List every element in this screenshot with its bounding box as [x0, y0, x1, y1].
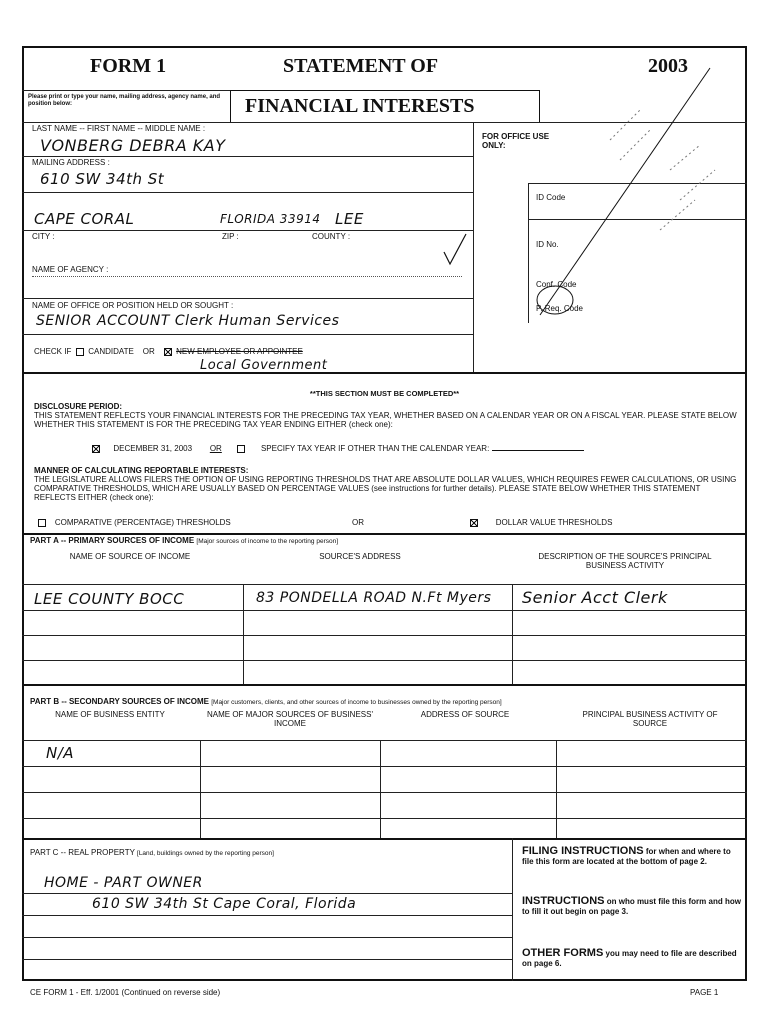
part-c-row2[interactable]: 610 SW 34th St Cape Coral, Florida — [92, 896, 357, 912]
zip-field[interactable]: FLORIDA 33914 — [220, 212, 321, 226]
disclosure-period-text: THIS STATEMENT REFLECTS YOUR FINANCIAL INTERESTS FOR THE PRECEDING TAX YEAR, WHETHER BASED ON A CALENDAR YEAR OR ON A FISCAL YEAR. PLEASE STATE BELOW WHETHER THIS STATEMENT IS FOR THE PRECEDING TAX YEAR ENDING EITHER (check one): — [34, 411, 737, 429]
mailing-address-field[interactable]: 610 SW 34th St — [40, 170, 165, 188]
county-label: COUNTY : — [312, 232, 351, 241]
handwritten-note: Local Government — [200, 358, 328, 373]
id-no-label: ID No. — [536, 240, 559, 249]
dollar-label: DOLLAR VALUE THRESHOLDS — [495, 518, 613, 527]
print-instructions: Please print or type your name, mailing address, agency name, and position below: — [28, 94, 221, 107]
mailing-address-label: MAILING ADDRESS : — [32, 158, 110, 167]
part-c-row1[interactable]: HOME - PART OWNER — [44, 875, 203, 891]
candidate-label: CANDIDATE — [88, 347, 134, 356]
office-use-label: FOR OFFICE USE ONLY: — [482, 132, 550, 150]
city-field[interactable]: CAPE CORAL — [34, 210, 135, 228]
county-field[interactable]: LEE — [335, 210, 364, 228]
filing-instructions — [522, 846, 742, 867]
comparative-label: COMPARATIVE (PERCENTAGE) THRESHOLDS — [54, 518, 231, 527]
candidate-checkbox[interactable] — [76, 348, 84, 356]
part-b-subtitle: [Major customers, clients, and other sources of income to businesses owned by the reporting person] — [211, 699, 502, 706]
instructions-text: on who must file this form and how to fill it out begin on page 3. — [522, 897, 741, 916]
agency-field[interactable] — [32, 276, 462, 277]
id-code-label: ID Code — [536, 193, 566, 202]
new-employee-checkbox[interactable] — [164, 348, 172, 356]
conf-code-label: Conf. Code — [536, 280, 577, 289]
disclosure-period-heading: DISCLOSURE PERIOD: — [34, 402, 123, 411]
or-label: OR — [142, 347, 155, 356]
part-a-col1: NAME OF SOURCE OF INCOME — [69, 552, 191, 561]
manner-heading: MANNER OF CALCULATING REPORTABLE INTERESTS: — [34, 466, 249, 475]
office-field[interactable]: SENIOR ACCOUNT Clerk Human Services — [36, 313, 340, 329]
check-mark-icon — [440, 230, 470, 270]
part-b-col4: PRINCIPAL BUSINESS ACTIVITY OF SOURCE — [582, 710, 718, 728]
agency-label: NAME OF AGENCY : — [32, 265, 109, 274]
received-stamp — [470, 50, 750, 340]
check-if-label: CHECK IF — [34, 347, 72, 356]
dollar-option — [470, 518, 612, 527]
part-a-row1-address[interactable]: 83 PONDELLA ROAD N.Ft Myers — [256, 590, 492, 606]
part-b-col1: NAME OF BUSINESS ENTITY — [55, 710, 165, 719]
part-b-row1-name[interactable]: N/A — [46, 744, 75, 762]
filing-heading: FILING INSTRUCTIONS — [522, 845, 644, 857]
specify-label: SPECIFY TAX YEAR IF OTHER THAN THE CALENDAR YEAR: — [260, 444, 490, 453]
december-checkbox[interactable] — [92, 445, 100, 453]
office-label: NAME OF OFFICE OR POSITION HELD OR SOUGHT : — [32, 301, 234, 310]
form-year: 2003 — [648, 55, 688, 77]
other-forms-block — [522, 948, 742, 969]
part-b-header — [30, 697, 502, 706]
or-label-2: OR — [352, 518, 364, 527]
check-if-row — [34, 347, 303, 356]
part-a-col2: SOURCE'S ADDRESS — [319, 552, 401, 561]
comparative-checkbox[interactable] — [38, 519, 46, 527]
instructions-heading: INSTRUCTIONS — [522, 895, 605, 907]
must-complete-notice: **THIS SECTION MUST BE COMPLETED** — [309, 389, 460, 398]
part-c-subtitle: [Land, buildings owned by the reporting person] — [137, 850, 274, 857]
statement-title-line2: FINANCIAL INTERESTS — [245, 95, 475, 117]
footer-form-id: CE FORM 1 - Eff. 1/2001 (Continued on reverse side) — [30, 988, 221, 997]
manner-text: THE LEGISLATURE ALLOWS FILERS THE OPTION OF USING REPORTING THRESHOLDS THAT ARE ABSOLUTE DOLLAR VALUES, WHICH REQUIRES FEWER CALCULATIONS, OR USING COMPARATIVE THRESHOLDS, WHICH ARE USUALLY BASED ON PERCENTAGE VALUES (see instructions for further details). PLEASE STATE BELOW WHETHER THIS STATEMENT REFLECTS EITHER (check one): — [34, 475, 737, 502]
part-a-row1-name[interactable]: LEE COUNTY BOCC — [34, 590, 185, 608]
part-a-header — [30, 536, 338, 545]
name-field[interactable]: VONBERG DEBRA KAY — [40, 136, 226, 155]
part-c-title: PART C -- REAL PROPERTY — [30, 848, 135, 857]
part-b-title: PART B -- SECONDARY SOURCES OF INCOME — [30, 697, 209, 706]
part-b-col2: NAME OF MAJOR SOURCES OF BUSINESS' INCOME — [207, 710, 373, 728]
part-b-col3: ADDRESS OF SOURCE — [420, 710, 510, 719]
part-a-title: PART A -- PRIMARY SOURCES OF INCOME — [30, 536, 195, 545]
name-label: LAST NAME -- FIRST NAME -- MIDDLE NAME : — [32, 124, 206, 133]
form-title: FORM 1 — [90, 55, 167, 77]
part-a-col3: DESCRIPTION OF THE SOURCE'S PRINCIPAL BUSINESS ACTIVITY — [538, 552, 712, 570]
statement-title-line1: STATEMENT OF — [283, 55, 439, 77]
other-forms-heading: OTHER FORMS — [522, 947, 604, 959]
footer-page-number: PAGE 1 — [690, 988, 719, 997]
other-forms-text: you may need to file are described on page 6. — [522, 949, 737, 968]
specify-field[interactable] — [492, 450, 584, 451]
filing-text: for when and where to file this form are located at the bottom of page 2. — [522, 847, 731, 866]
instructions-block — [522, 896, 742, 917]
p-req-code-label: P. Req. Code — [536, 304, 583, 313]
part-a-row1-desc[interactable]: Senior Acct Clerk — [522, 588, 668, 607]
or-label-1: OR — [209, 444, 222, 453]
new-employee-label: NEW EMPLOYEE OR APPOINTEE — [176, 347, 303, 356]
december-label: DECEMBER 31, 2003 — [113, 444, 193, 453]
part-a-subtitle: [Major sources of income to the reporting person] — [196, 538, 339, 545]
dollar-checkbox[interactable] — [470, 519, 478, 527]
city-label: CITY : — [32, 232, 55, 241]
part-c-header — [30, 848, 274, 857]
tax-year-options — [92, 444, 584, 453]
specify-checkbox[interactable] — [237, 445, 245, 453]
zip-label: ZIP : — [222, 232, 239, 241]
threshold-options — [38, 518, 231, 527]
